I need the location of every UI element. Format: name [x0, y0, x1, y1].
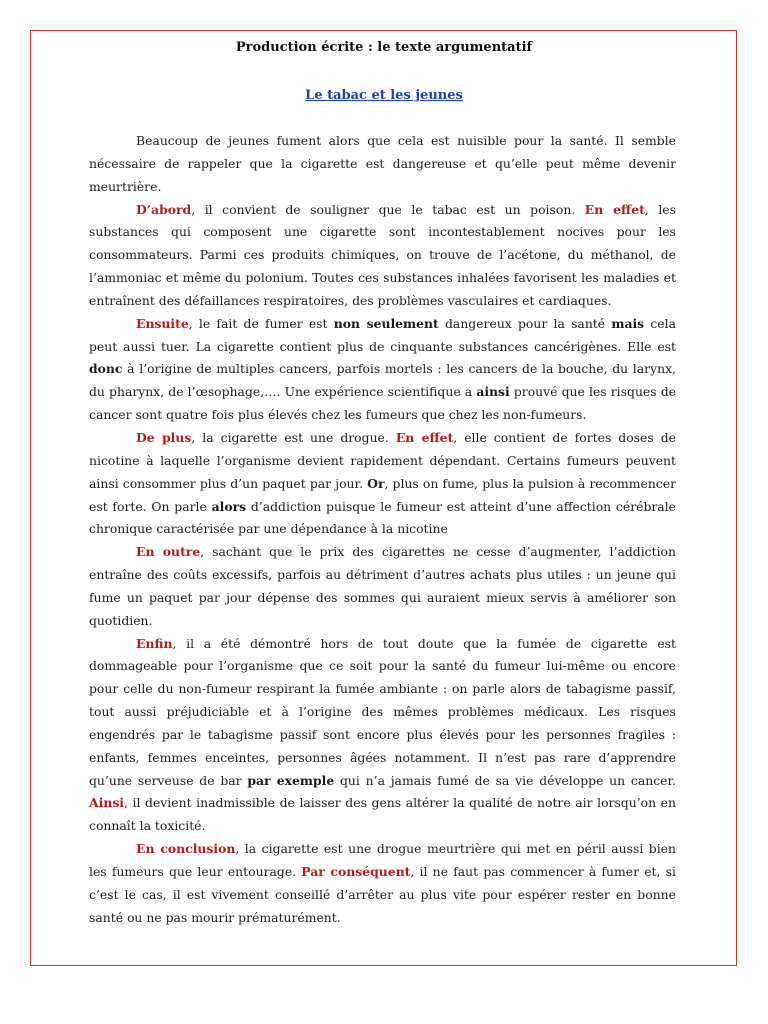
bold-word: par exemple — [247, 772, 335, 788]
text-run: , il ne faut pas commencer à fumer et, si c’est le cas, il est vivement conseillé d’arrêter au plus vite pour espérer rester en bonne santé ou ne pas mourir prématurément. — [89, 864, 676, 925]
text-run: , plus on fume, plus la pulsion à recommencer est forte. On parle — [89, 475, 676, 514]
bold-word: mais — [611, 315, 645, 331]
paragraph — [89, 313, 676, 427]
essay-body — [89, 130, 676, 930]
connector-word: En conclusion — [136, 841, 236, 857]
text-run: , elle contient de fortes doses de nicotine à laquelle l’organisme devient rapidement dépendant. Certains fumeurs peuvent ainsi consommer plus d’un paquet par jour. — [89, 429, 676, 491]
text-run: , le fait de fumer est — [188, 315, 334, 331]
paragraph — [89, 541, 676, 632]
text-run: , sachant que le prix des cigarettes ne cesse d’augmenter, l’addiction entraîne des coûts excessifs, parfois au détriment d’autres achats plus utiles : un jeune qui fume un paquet par jour dépense des sommes qui auraient mieux servis à améliorer son quotidien. — [89, 544, 676, 628]
text-run: qui n’a jamais fumé de sa vie développe un cancer. — [334, 772, 676, 788]
bold-word: donc — [89, 361, 123, 377]
connector-word: Par conséquent — [301, 864, 411, 879]
connector-word: En effet — [584, 201, 645, 217]
connector-word: D’abord — [136, 201, 192, 217]
connector-word: Enfin — [136, 635, 173, 651]
connector-word: En outre — [136, 544, 201, 560]
text-run: , les substances qui composent une cigarette sont incontestablement nocives pour les consommateurs. Parmi ces produits chimiques, on trouve de l’acétone, du méthanol, de l’ammoniac et même du polonium. Toutes ces substances inhalées favorisent les maladies et entraînent des défaillances respiratoires, des problèmes vasculaires et cardiaques. — [89, 201, 676, 308]
text-run: prouvé que les risques de cancer sont quatre fois plus élevés chez les fumeurs que chez les non-fumeurs. — [89, 384, 676, 423]
connector-word: En effet — [395, 429, 454, 445]
text-run: cela peut aussi tuer. La cigarette contient plus de cinquante substances cancérigènes. Elle est — [89, 315, 676, 354]
bold-word: alors — [211, 498, 247, 514]
bold-word: ainsi — [476, 384, 510, 400]
text-run: à l’origine de multiples cancers, parfois mortels : les cancers de la bouche, du larynx, du pharynx, de l’œsophage,…. Une expérience scientifique a — [89, 361, 676, 400]
text-run: , il convient de souligner que le tabac est un poison. — [191, 201, 585, 217]
essay-title — [0, 88, 768, 103]
page-title: Production écrite : le texte argumentatif — [235, 40, 533, 55]
bold-word: non seulement — [333, 315, 439, 331]
connector-word: De plus — [136, 429, 192, 445]
paragraph — [89, 838, 676, 929]
text-run: , il a été démontré hors de tout doute que la fumée de cigarette est dommageable pour l’organisme que ce soit pour la santé du fumeur lui-même ou encore pour celle du non-fumeur respirant la fumée ambiante : on parle alors de tabagisme passif, tout aussi préjudiciable et à l’origine des mêmes problèmes médicaux. Les risques engendrés par le tabagisme passif sont encore plus élevés pour les personnes fragiles : enfants, femmes enceintes, personnes âgées notamment. Il n’est pas rare d’apprendre qu’une serveuse de bar — [89, 635, 676, 788]
text-run: , la cigarette est une drogue. — [191, 429, 396, 445]
connector-word: Ainsi — [89, 795, 125, 811]
paragraph — [89, 427, 676, 541]
paragraph — [89, 199, 676, 313]
paragraph — [89, 130, 676, 199]
text-run: d’addiction puisque le fumeur est atteint d’une affection cérébrale chronique caractérisée par une dépendance à la nicotine — [89, 498, 676, 537]
paragraph — [89, 633, 676, 839]
essay-title-link[interactable]: Le tabac et les jeunes — [305, 88, 463, 103]
text-run: dangereux pour la santé — [438, 315, 612, 331]
bold-word: Or — [367, 475, 385, 491]
text-run: Beaucoup de jeunes fument alors que cela est nuisible pour la santé. Il semble nécessaire de rappeler que la cigarette est dangereuse et qu’elle peut même devenir meurtrière. — [89, 133, 676, 194]
text-run: , la cigarette est une drogue meurtrière qui met en péril aussi bien les fumeurs que leur entourage. — [89, 841, 676, 879]
text-run: , il devient inadmissible de laisser des gens altérer la qualité de notre air lorsqu’on en connaît la toxicité. — [89, 795, 676, 834]
connector-word: Ensuite — [136, 315, 189, 331]
